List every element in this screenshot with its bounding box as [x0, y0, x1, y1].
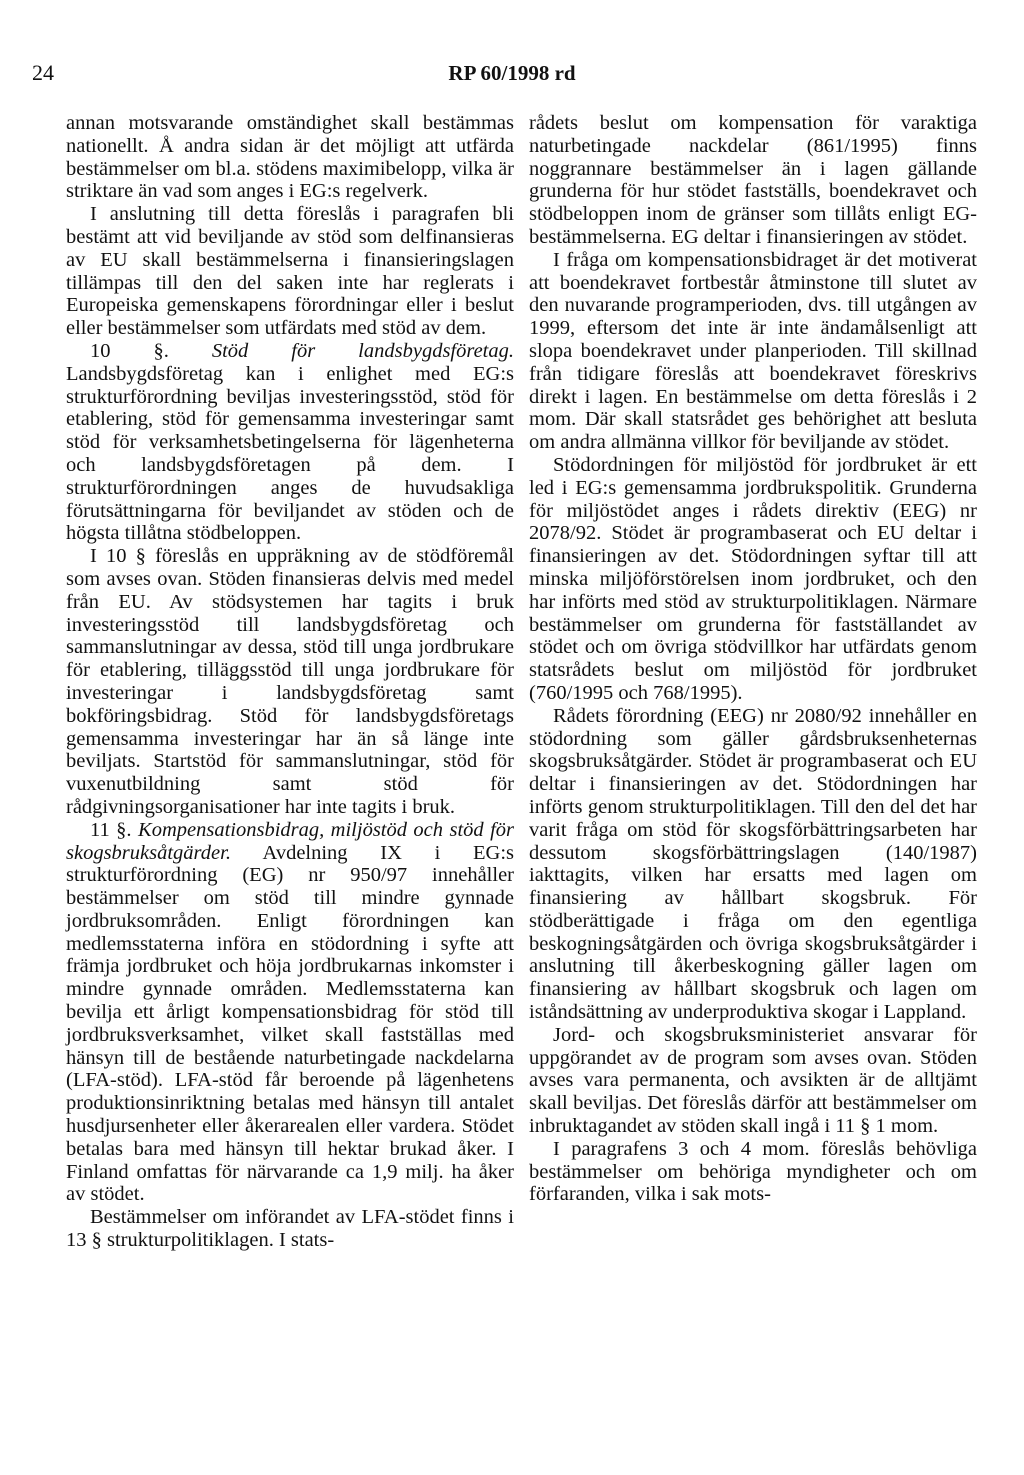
section-number: 11 §. [90, 818, 132, 841]
section-body: Landsbygdsföretag kan i enlighet med EG:s strukturförordning beviljas investeringsstöd, stöd för etablering, stöd för gemensamma investeringar samt stöd för verksamhetsbetingelserna för lägenheterna och landsbygdsföretagen på dem. I strukturförordningen anges de huvudsakliga förutsättningarna för beviljandet av stöden och de högsta tillåtna stödbeloppen. [66, 362, 514, 545]
paragraph: Jord- och skogsbruksministeriet ansvarar för uppgörandet av de program som avses ovan. Stöden avses vara permanenta, och avsikten är de alltjämt skall beviljas. Det föreslås därför att bestämmelser om inbruktagandet av stöden skall ingå i 11 § 1 mom. [529, 1023, 977, 1138]
section-title: Stöd för landsbygdsföretag. [211, 339, 515, 362]
paragraph: Rådets förordning (EEG) nr 2080/92 innehåller en stödordning som gäller gårdsbruksenheternas skogsbruksåtgärder. Stödet är programbaserat och EU deltar i finansieringen av det. Stödordningen har införts genom strukturpolitiklagen. Till den del det har varit fråga om stöd för skogsförbättringsarbeten har dessutom skogsförbättringslagen (140/1987) iakttagits, vilken har ersatts med lagen om finansiering av hållbart skogsbruk. För stödberättigade i fråga om den egentliga beskogningsåtgärden och övriga skogsbruksåtgärder i anslutning till åkerbeskogning gäller lagen om finansiering av hållbart skogsbruk och lagen om iståndsättning av underproduktiva skogar i Lappland. [529, 704, 977, 1024]
page-header [32, 58, 992, 94]
paragraph: Stödordningen för miljöstöd för jordbruket är ett led i EG:s gemensamma jordbrukspolitik. Grunderna för miljöstödet anges i rådets direktiv (EEG) nr 2078/92. Stödet är programbaserat och EU deltar i finansieringen av det. Stödordningen syftar till att minska miljöförstörelsen inom jordbruket, och den har införts med stöd av strukturpolitiklagen. Närmare bestämmelser om grunderna för fastställandet av stödet och om övriga stödvillkor har utfärdats genom statsrådets beslut om miljöstöd för jordbruket (760/1995 och 768/1995). [529, 453, 977, 704]
paragraph: Bestämmelser om införandet av LFA-stödet finns i 13 § strukturpolitiklagen. I stats- [66, 1206, 514, 1252]
paragraph: I 10 § föreslås en uppräkning av de stödföremål som avses ovan. Stöden finansieras delvis med medel från EU. Av stödsystemen har tagits i bruk investeringsstöd till landsbygdsföretag och sammanslutningar av dessa, stöd till unga jordbrukare för etablering, tilläggsstöd till unga jordbrukare för investeringar i landsbygdsföretag samt bokföringsbidrag. Stöd för landsbygdsföretags gemensamma investeringar har än så länge inte beviljats. Startstöd för sammanslutningar, stöd för vuxenutbildning samt stöd för rådgivningsorganisationer har inte tagits i bruk. [66, 545, 514, 818]
paragraph: I anslutning till detta föreslås i paragrafen bli bestämt att vid beviljande av stöd som delfinansieras av EU skall bestämmelserna i finansieringslagen tillämpas till den del saken inte har reglerats i Europeiska gemenskapens förordningar eller i beslut eller bestämmelser som utfärdats med stöd av dem. [66, 203, 514, 340]
paragraph: I fråga om kompensationsbidraget är det motiverat att boendekravet fortbestår åtminstone till slutet av den nuvarande programperioden, dvs. till utgången av 1999, eftersom det inte är inte ändamålsenligt att slopa boendekravet under planperioden. Till skillnad från tidigare föreslås att boendekravet föreskrivs direkt i lagen. En bestämmelse om detta föreslås i 2 mom. Där skall statsrådet ges behörighet att besluta om andra allmänna villkor för beviljande av stödet. [529, 248, 977, 454]
paragraph-section-11 [66, 819, 514, 1207]
section-title: Kompensationsbidrag, miljöstöd och stöd för skogsbruksåtgärder. [66, 818, 515, 864]
section-body: Avdelning IX i EG:s strukturförordning (EG) nr 950/97 innehåller bestämmelser om stöd till mindre gynnade jordbruksområden. Enligt förordningen kan medlemsstaterna införa en stödordning i syfte att främja jordbruket och höja jordbrukarnas inkomster i mindre gynnade områden. Medlemsstaterna kan bevilja ett årligt kompensationsbidrag för stöd till jordbruksverksamhet, vilket skall fastställas med hänsyn till de bestående naturbetingade nackdelarna (LFA-stöd). LFA-stöd får beroende på lägenhetens produktionsinriktning betalas med hänsyn till antalet husdjursenheter eller åkerarealen eller vardera. Stödet betalas bara med hänsyn till hektar brukad åker. I Finland omfattas för närvarande ca 1,9 milj. ha åker av stödet. [66, 841, 514, 1206]
section-number: 10 §. [90, 339, 169, 362]
right-column [529, 112, 977, 1206]
paragraph: I paragrafens 3 och 4 mom. föreslås behövliga bestämmelser om behöriga myndigheter och om förfaranden, vilka i sak mots- [529, 1137, 977, 1206]
document-id: RP 60/1998 rd [448, 61, 576, 85]
page-number: 24 [32, 60, 54, 85]
left-column [66, 112, 514, 1252]
paragraph: rådets beslut om kompensation för varaktiga naturbetingade nackdelar (861/1995) finns noggrannare bestämmelser än i lagen gällande grunderna för hur stödet fastställs, boendekravet och stödbeloppen inom de gränser som tillåts enligt EG-bestämmelserna. EG deltar i finansieringen av stödet. [529, 112, 977, 248]
paragraph: annan motsvarande omständighet skall bestämmas nationellt. Å andra sidan är det möjligt att utfärda bestämmelser om bl.a. stödens maximibelopp, vilka är striktare än vad som anges i EG:s regelverk. [66, 112, 514, 203]
paragraph-section-10 [66, 340, 514, 545]
